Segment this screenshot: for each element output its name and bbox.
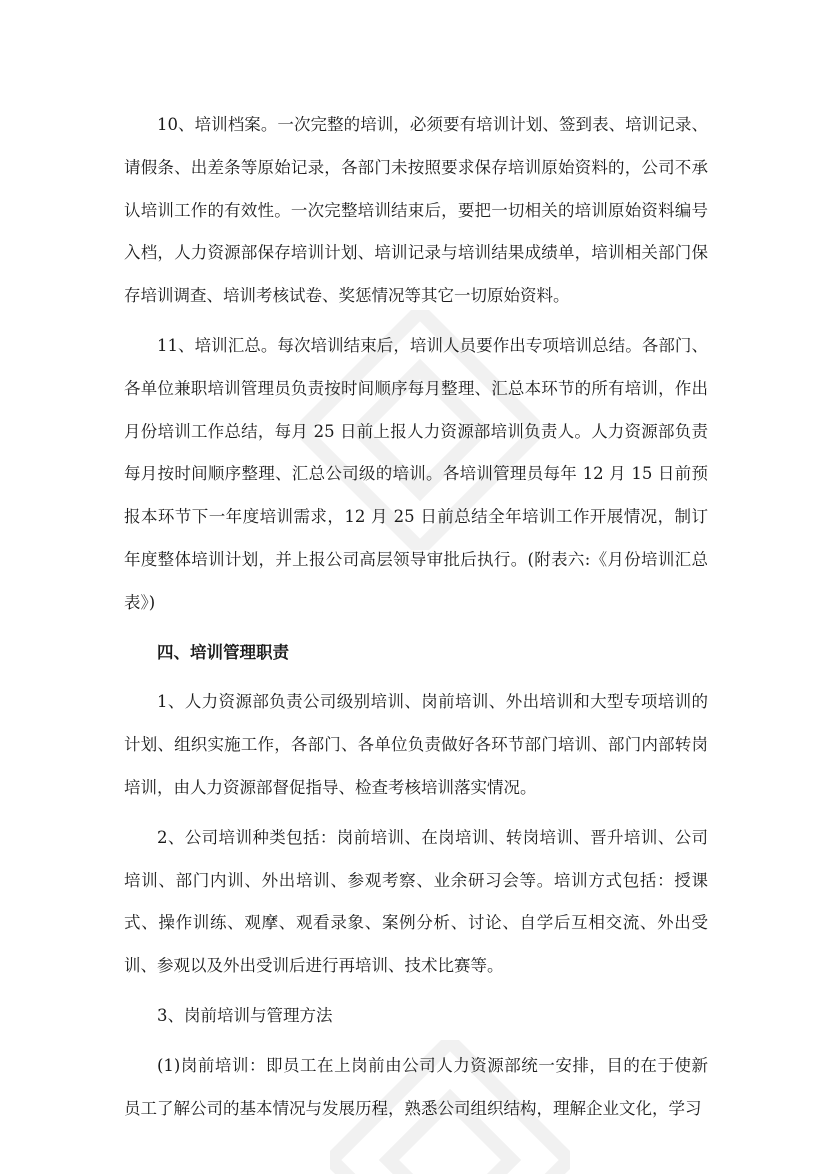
paragraph-training-archive: 10、培训档案。一次完整的培训，必须要有培训计划、签到表、培训记录、请假条、出差条等原始记录，各部门未按照要求保存培训原始资料的，公司不承认培训工作的有效性。一次完整培训结束后，要把一切相关的培训原始资料编号入档，人力资源部保存培训计划、培训记录与培训结果成绩单，培训相关部门保存培训调查、培训考核试卷、奖惩情况等其它一切原始资料。	[124, 115, 708, 306]
paragraph-duty-1: 1、人力资源部负责公司级别培训、岗前培训、外出培训和大型专项培训的计划、组织实施工作，各部门、各单位负责做好各环节部门培训、部门内部转岗培训，由人力资源部督促指导、检查考核培训落实情况。	[124, 692, 708, 797]
paragraph-duty-2: 2、公司培训种类包括：岗前培训、在岗培训、转岗培训、晋升培训、公司培训、部门内训、外出培训、参观考察、业余研习会等。培训方式包括：授课式、操作训练、观摩、观看录象、案例分析、讨论、自学后互相交流、外出受训、参观以及外出受训后进行再培训、技术比赛等。	[124, 827, 708, 976]
paragraph-duty-3: 3、岗前培训与管理方法	[157, 1005, 333, 1025]
document-body	[124, 104, 708, 1137]
paragraph-training-summary: 11、培训汇总。每次培训结束后，培训人员要作出专项培训总结。各部门、各单位兼职培训管理员负责按时间顺序每月整理、汇总本环节的所有培训，作出月份培训工作总结，每月 25 日前上报人力资源部培训负责人。人力资源部负责每月按时间顺序整理、汇总公司级的培训。各培训管理员每年 12 月 15 日前预报本环节下一年度培训需求，12 月 25 日前总结全年培训工作开展情况，制订年度整体培训计划，并上报公司高层领导审批后执行。(附表六:《月份培训汇总表》)	[124, 335, 708, 612]
paragraph-duty-3-1: (1)岗前培训：即员工在上岗前由公司人力资源部统一安排，目的在于使新员工了解公司的基本情况与发展历程，熟悉公司组织结构，理解企业文化，学习	[124, 1055, 708, 1118]
section-heading-training-duties: 四、培训管理职责	[157, 642, 289, 662]
